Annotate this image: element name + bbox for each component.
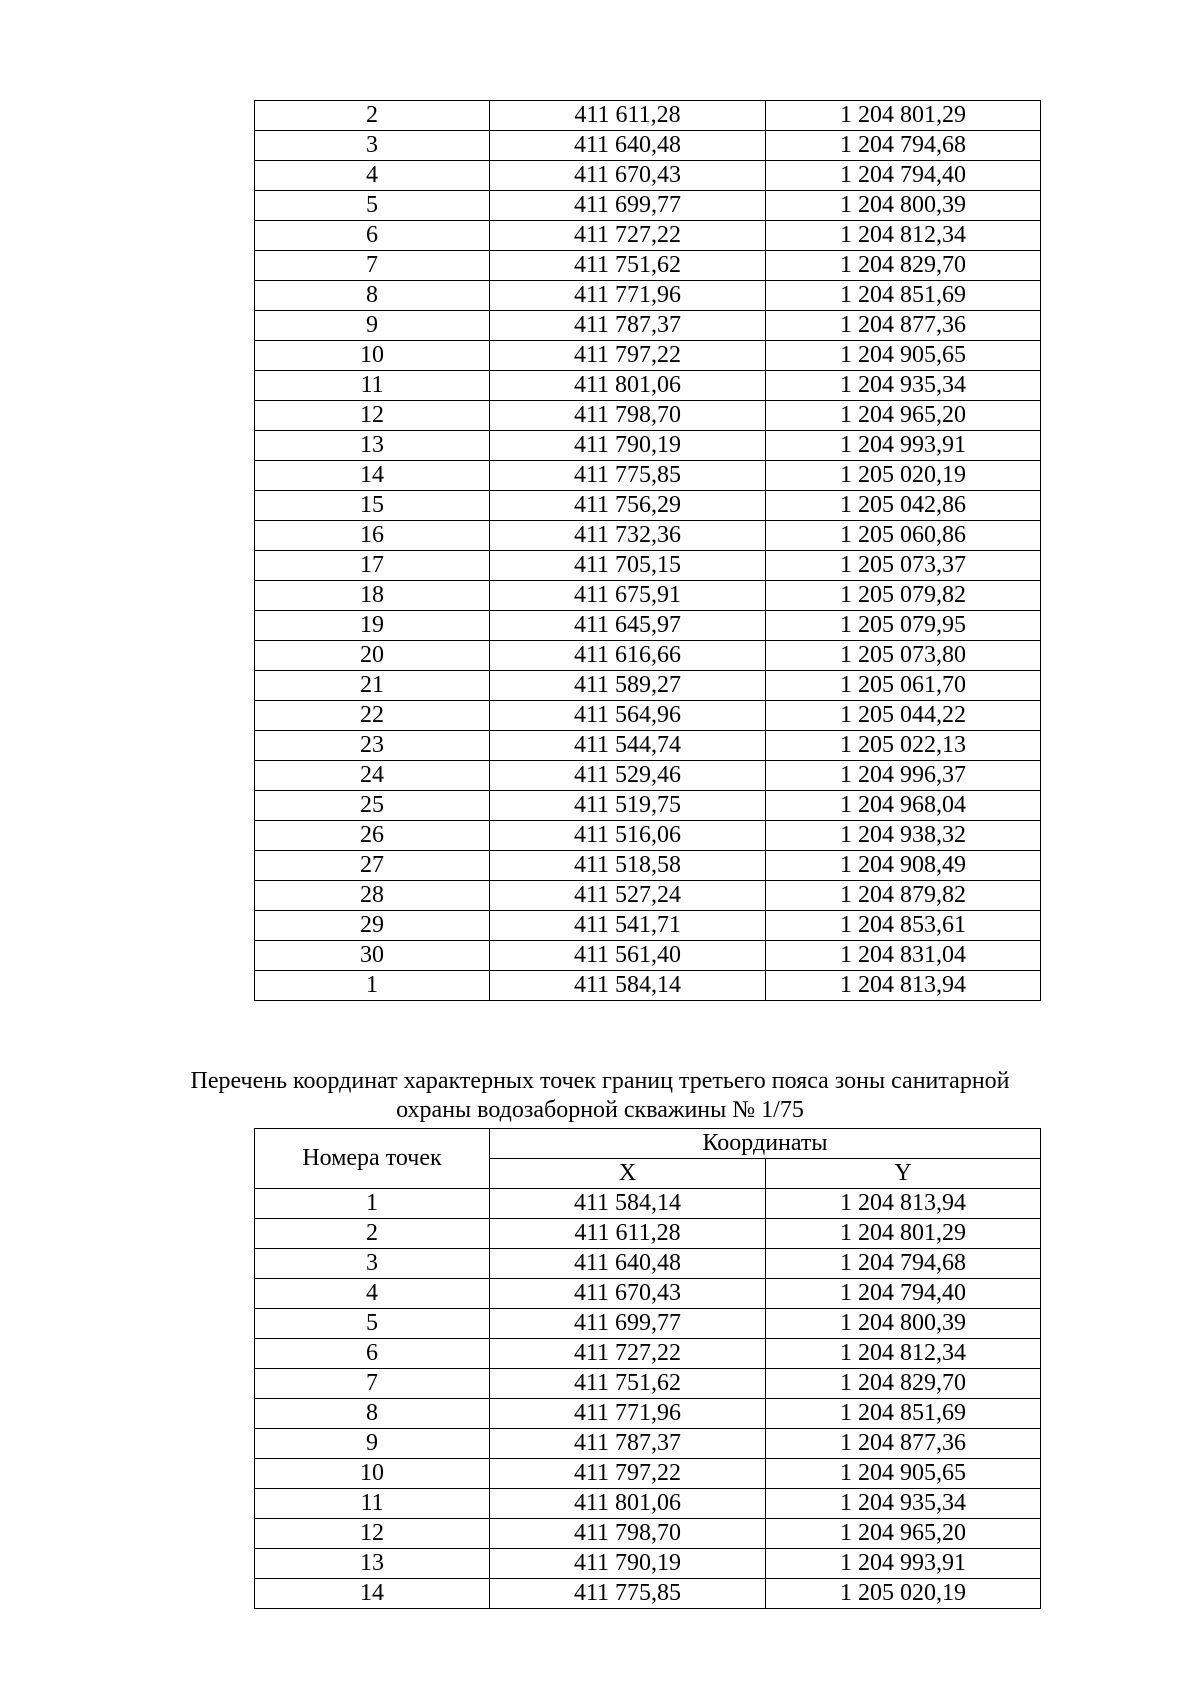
table-row bbox=[255, 821, 1041, 851]
x-coordinate-cell: 411 790,19 bbox=[490, 431, 766, 461]
point-number-cell: 20 bbox=[255, 641, 490, 671]
y-coordinate-cell: 1 204 801,29 bbox=[766, 101, 1041, 131]
table-row bbox=[255, 1369, 1041, 1399]
y-coordinate-cell: 1 204 794,40 bbox=[766, 1279, 1041, 1309]
table-row bbox=[255, 881, 1041, 911]
table-row bbox=[255, 221, 1041, 251]
header-y: Y bbox=[766, 1159, 1041, 1189]
y-coordinate-cell: 1 204 851,69 bbox=[766, 281, 1041, 311]
table-row bbox=[255, 1189, 1041, 1219]
x-coordinate-cell: 411 787,37 bbox=[490, 311, 766, 341]
coordinates-table-continued bbox=[254, 100, 1041, 1001]
x-coordinate-cell: 411 518,58 bbox=[490, 851, 766, 881]
table-row bbox=[255, 161, 1041, 191]
table-header bbox=[255, 1129, 1041, 1189]
y-coordinate-cell: 1 204 794,68 bbox=[766, 131, 1041, 161]
x-coordinate-cell: 411 670,43 bbox=[490, 1279, 766, 1309]
point-number-cell: 30 bbox=[255, 941, 490, 971]
point-number-cell: 9 bbox=[255, 311, 490, 341]
y-coordinate-cell: 1 204 829,70 bbox=[766, 1369, 1041, 1399]
point-number-cell: 8 bbox=[255, 1399, 490, 1429]
coordinates-table-zone-3 bbox=[254, 1128, 1041, 1609]
point-number-cell: 23 bbox=[255, 731, 490, 761]
point-number-cell: 14 bbox=[255, 1579, 490, 1609]
y-coordinate-cell: 1 204 993,91 bbox=[766, 1549, 1041, 1579]
point-number-cell: 22 bbox=[255, 701, 490, 731]
coordinates-table-body bbox=[255, 101, 1041, 1001]
y-coordinate-cell: 1 204 812,34 bbox=[766, 221, 1041, 251]
table-row bbox=[255, 551, 1041, 581]
point-number-cell: 17 bbox=[255, 551, 490, 581]
x-coordinate-cell: 411 611,28 bbox=[490, 1219, 766, 1249]
header-coordinates: Координаты bbox=[490, 1129, 1041, 1159]
y-coordinate-cell: 1 205 079,82 bbox=[766, 581, 1041, 611]
table-row bbox=[255, 641, 1041, 671]
y-coordinate-cell: 1 205 044,22 bbox=[766, 701, 1041, 731]
point-number-cell: 5 bbox=[255, 1309, 490, 1339]
table-row bbox=[255, 1579, 1041, 1609]
point-number-cell: 24 bbox=[255, 761, 490, 791]
x-coordinate-cell: 411 797,22 bbox=[490, 1459, 766, 1489]
y-coordinate-cell: 1 205 042,86 bbox=[766, 491, 1041, 521]
header-row bbox=[255, 1129, 1041, 1159]
x-coordinate-cell: 411 616,66 bbox=[490, 641, 766, 671]
point-number-cell: 7 bbox=[255, 251, 490, 281]
y-coordinate-cell: 1 204 877,36 bbox=[766, 1429, 1041, 1459]
x-coordinate-cell: 411 529,46 bbox=[490, 761, 766, 791]
x-coordinate-cell: 411 675,91 bbox=[490, 581, 766, 611]
table-row bbox=[255, 1219, 1041, 1249]
x-coordinate-cell: 411 705,15 bbox=[490, 551, 766, 581]
y-coordinate-cell: 1 205 022,13 bbox=[766, 731, 1041, 761]
table-row bbox=[255, 851, 1041, 881]
point-number-cell: 9 bbox=[255, 1429, 490, 1459]
caption-line-2: охраны водозаборной скважины № 1/75 bbox=[396, 1097, 804, 1123]
table-row bbox=[255, 341, 1041, 371]
header-point-numbers: Номера точек bbox=[255, 1129, 490, 1189]
point-number-cell: 13 bbox=[255, 431, 490, 461]
table-caption bbox=[100, 1067, 1100, 1125]
x-coordinate-cell: 411 727,22 bbox=[490, 221, 766, 251]
y-coordinate-cell: 1 204 831,04 bbox=[766, 941, 1041, 971]
x-coordinate-cell: 411 611,28 bbox=[490, 101, 766, 131]
x-coordinate-cell: 411 751,62 bbox=[490, 1369, 766, 1399]
x-coordinate-cell: 411 775,85 bbox=[490, 461, 766, 491]
point-number-cell: 16 bbox=[255, 521, 490, 551]
point-number-cell: 13 bbox=[255, 1549, 490, 1579]
y-coordinate-cell: 1 205 073,37 bbox=[766, 551, 1041, 581]
y-coordinate-cell: 1 204 935,34 bbox=[766, 1489, 1041, 1519]
table-row bbox=[255, 371, 1041, 401]
x-coordinate-cell: 411 771,96 bbox=[490, 281, 766, 311]
point-number-cell: 28 bbox=[255, 881, 490, 911]
y-coordinate-cell: 1 204 965,20 bbox=[766, 1519, 1041, 1549]
x-coordinate-cell: 411 564,96 bbox=[490, 701, 766, 731]
x-coordinate-cell: 411 519,75 bbox=[490, 791, 766, 821]
y-coordinate-cell: 1 204 968,04 bbox=[766, 791, 1041, 821]
table-row bbox=[255, 1339, 1041, 1369]
table-row bbox=[255, 971, 1041, 1001]
x-coordinate-cell: 411 732,36 bbox=[490, 521, 766, 551]
x-coordinate-cell: 411 584,14 bbox=[490, 971, 766, 1001]
x-coordinate-cell: 411 798,70 bbox=[490, 1519, 766, 1549]
y-coordinate-cell: 1 204 812,34 bbox=[766, 1339, 1041, 1369]
table-row bbox=[255, 1549, 1041, 1579]
point-number-cell: 11 bbox=[255, 1489, 490, 1519]
x-coordinate-cell: 411 751,62 bbox=[490, 251, 766, 281]
y-coordinate-cell: 1 205 020,19 bbox=[766, 461, 1041, 491]
y-coordinate-cell: 1 205 020,19 bbox=[766, 1579, 1041, 1609]
table-row bbox=[255, 1429, 1041, 1459]
y-coordinate-cell: 1 204 813,94 bbox=[766, 971, 1041, 1001]
point-number-cell: 25 bbox=[255, 791, 490, 821]
table-row bbox=[255, 1399, 1041, 1429]
y-coordinate-cell: 1 204 794,40 bbox=[766, 161, 1041, 191]
table-row bbox=[255, 701, 1041, 731]
table-row bbox=[255, 1279, 1041, 1309]
x-coordinate-cell: 411 797,22 bbox=[490, 341, 766, 371]
point-number-cell: 3 bbox=[255, 131, 490, 161]
table-row bbox=[255, 401, 1041, 431]
table-row bbox=[255, 251, 1041, 281]
point-number-cell: 14 bbox=[255, 461, 490, 491]
point-number-cell: 10 bbox=[255, 341, 490, 371]
point-number-cell: 4 bbox=[255, 161, 490, 191]
point-number-cell: 4 bbox=[255, 1279, 490, 1309]
table-row bbox=[255, 941, 1041, 971]
y-coordinate-cell: 1 204 813,94 bbox=[766, 1189, 1041, 1219]
x-coordinate-cell: 411 640,48 bbox=[490, 131, 766, 161]
y-coordinate-cell: 1 204 996,37 bbox=[766, 761, 1041, 791]
point-number-cell: 2 bbox=[255, 101, 490, 131]
y-coordinate-cell: 1 204 938,32 bbox=[766, 821, 1041, 851]
point-number-cell: 11 bbox=[255, 371, 490, 401]
x-coordinate-cell: 411 589,27 bbox=[490, 671, 766, 701]
table-row bbox=[255, 131, 1041, 161]
y-coordinate-cell: 1 204 853,61 bbox=[766, 911, 1041, 941]
point-number-cell: 1 bbox=[255, 971, 490, 1001]
point-number-cell: 5 bbox=[255, 191, 490, 221]
table-row bbox=[255, 731, 1041, 761]
y-coordinate-cell: 1 204 993,91 bbox=[766, 431, 1041, 461]
x-coordinate-cell: 411 640,48 bbox=[490, 1249, 766, 1279]
table-row bbox=[255, 761, 1041, 791]
coordinates-table-body bbox=[255, 1189, 1041, 1609]
point-number-cell: 6 bbox=[255, 221, 490, 251]
x-coordinate-cell: 411 561,40 bbox=[490, 941, 766, 971]
point-number-cell: 15 bbox=[255, 491, 490, 521]
y-coordinate-cell: 1 204 800,39 bbox=[766, 1309, 1041, 1339]
x-coordinate-cell: 411 790,19 bbox=[490, 1549, 766, 1579]
point-number-cell: 26 bbox=[255, 821, 490, 851]
x-coordinate-cell: 411 699,77 bbox=[490, 191, 766, 221]
point-number-cell: 27 bbox=[255, 851, 490, 881]
x-coordinate-cell: 411 801,06 bbox=[490, 1489, 766, 1519]
y-coordinate-cell: 1 204 935,34 bbox=[766, 371, 1041, 401]
x-coordinate-cell: 411 771,96 bbox=[490, 1399, 766, 1429]
table-row bbox=[255, 101, 1041, 131]
table-row bbox=[255, 671, 1041, 701]
table-row bbox=[255, 1489, 1041, 1519]
x-coordinate-cell: 411 775,85 bbox=[490, 1579, 766, 1609]
point-number-cell: 7 bbox=[255, 1369, 490, 1399]
x-coordinate-cell: 411 544,74 bbox=[490, 731, 766, 761]
y-coordinate-cell: 1 204 905,65 bbox=[766, 341, 1041, 371]
y-coordinate-cell: 1 204 879,82 bbox=[766, 881, 1041, 911]
table-row bbox=[255, 521, 1041, 551]
point-number-cell: 12 bbox=[255, 401, 490, 431]
x-coordinate-cell: 411 584,14 bbox=[490, 1189, 766, 1219]
x-coordinate-cell: 411 801,06 bbox=[490, 371, 766, 401]
y-coordinate-cell: 1 204 794,68 bbox=[766, 1249, 1041, 1279]
x-coordinate-cell: 411 727,22 bbox=[490, 1339, 766, 1369]
x-coordinate-cell: 411 516,06 bbox=[490, 821, 766, 851]
table-row bbox=[255, 191, 1041, 221]
table-row bbox=[255, 1459, 1041, 1489]
table-row bbox=[255, 431, 1041, 461]
table-row bbox=[255, 611, 1041, 641]
point-number-cell: 21 bbox=[255, 671, 490, 701]
table-row bbox=[255, 281, 1041, 311]
table-row bbox=[255, 311, 1041, 341]
table-row bbox=[255, 461, 1041, 491]
y-coordinate-cell: 1 204 908,49 bbox=[766, 851, 1041, 881]
point-number-cell: 12 bbox=[255, 1519, 490, 1549]
y-coordinate-cell: 1 204 800,39 bbox=[766, 191, 1041, 221]
y-coordinate-cell: 1 205 061,70 bbox=[766, 671, 1041, 701]
table-row bbox=[255, 791, 1041, 821]
point-number-cell: 6 bbox=[255, 1339, 490, 1369]
table-row bbox=[255, 911, 1041, 941]
x-coordinate-cell: 411 699,77 bbox=[490, 1309, 766, 1339]
point-number-cell: 2 bbox=[255, 1219, 490, 1249]
x-coordinate-cell: 411 756,29 bbox=[490, 491, 766, 521]
point-number-cell: 10 bbox=[255, 1459, 490, 1489]
x-coordinate-cell: 411 670,43 bbox=[490, 161, 766, 191]
table-row bbox=[255, 1309, 1041, 1339]
x-coordinate-cell: 411 527,24 bbox=[490, 881, 766, 911]
point-number-cell: 3 bbox=[255, 1249, 490, 1279]
point-number-cell: 29 bbox=[255, 911, 490, 941]
table-row bbox=[255, 1519, 1041, 1549]
table-row bbox=[255, 581, 1041, 611]
y-coordinate-cell: 1 205 060,86 bbox=[766, 521, 1041, 551]
y-coordinate-cell: 1 204 877,36 bbox=[766, 311, 1041, 341]
point-number-cell: 19 bbox=[255, 611, 490, 641]
y-coordinate-cell: 1 204 801,29 bbox=[766, 1219, 1041, 1249]
point-number-cell: 8 bbox=[255, 281, 490, 311]
x-coordinate-cell: 411 798,70 bbox=[490, 401, 766, 431]
x-coordinate-cell: 411 787,37 bbox=[490, 1429, 766, 1459]
y-coordinate-cell: 1 204 905,65 bbox=[766, 1459, 1041, 1489]
x-coordinate-cell: 411 645,97 bbox=[490, 611, 766, 641]
y-coordinate-cell: 1 205 079,95 bbox=[766, 611, 1041, 641]
caption-line-1: Перечень координат характерных точек границ третьего пояса зоны санитарной bbox=[190, 1068, 1010, 1094]
table-row bbox=[255, 491, 1041, 521]
y-coordinate-cell: 1 204 965,20 bbox=[766, 401, 1041, 431]
y-coordinate-cell: 1 205 073,80 bbox=[766, 641, 1041, 671]
y-coordinate-cell: 1 204 851,69 bbox=[766, 1399, 1041, 1429]
header-x: X bbox=[490, 1159, 766, 1189]
table-row bbox=[255, 1249, 1041, 1279]
point-number-cell: 18 bbox=[255, 581, 490, 611]
y-coordinate-cell: 1 204 829,70 bbox=[766, 251, 1041, 281]
point-number-cell: 1 bbox=[255, 1189, 490, 1219]
x-coordinate-cell: 411 541,71 bbox=[490, 911, 766, 941]
